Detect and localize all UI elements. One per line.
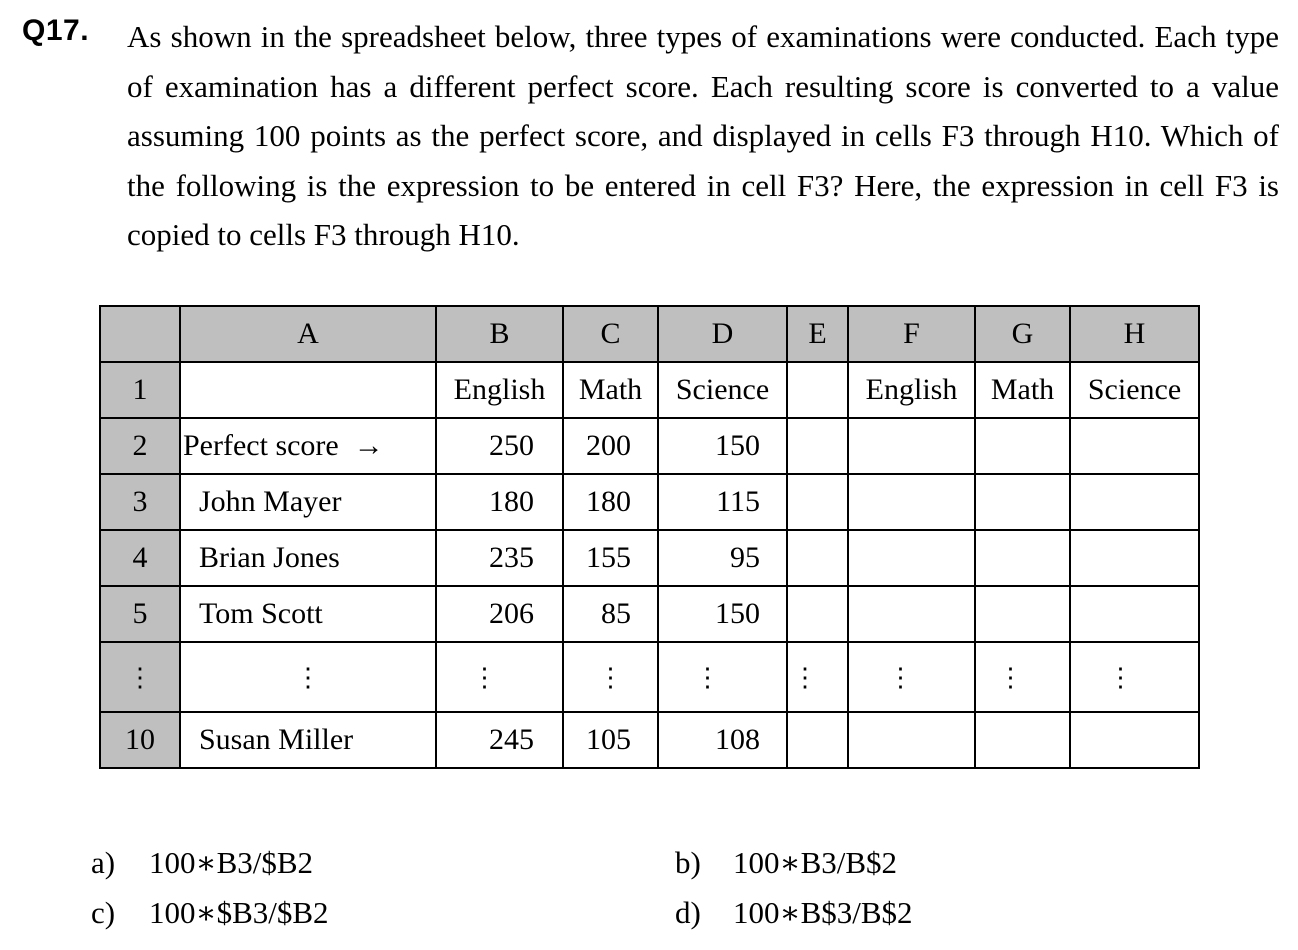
column-header-g: G (975, 306, 1070, 362)
cell-f4 (848, 530, 975, 586)
cell-h10 (1070, 712, 1199, 768)
vertical-ellipsis-icon: ⋮ (887, 663, 914, 692)
choice-expression: 100∗$B3/$B2 (149, 895, 329, 930)
cell-f1: English (848, 362, 975, 418)
cell-a4: Brian Jones (180, 530, 436, 586)
cell-c3: 180 (563, 474, 658, 530)
cell-f-ellipsis (848, 642, 975, 712)
cell-f5 (848, 586, 975, 642)
choice-label: a) (91, 845, 116, 880)
cell-e3 (787, 474, 848, 530)
cell-b-ellipsis (436, 642, 563, 712)
table-row (100, 474, 1199, 530)
cell-a5: Tom Scott (180, 586, 436, 642)
cell-b5: 206 (436, 586, 563, 642)
vertical-ellipsis-icon: ⋮ (127, 663, 153, 692)
vertical-ellipsis-icon: ⋮ (1107, 663, 1134, 692)
cell-g-ellipsis (975, 642, 1070, 712)
choice-a[interactable] (91, 847, 313, 878)
row-header: 3 (100, 474, 180, 530)
choice-label: c) (91, 895, 116, 930)
table-row (100, 418, 1199, 474)
cell-c10: 105 (563, 712, 658, 768)
vertical-ellipsis-icon: ⋮ (295, 663, 321, 692)
cell-d3: 115 (658, 474, 787, 530)
table-row (100, 586, 1199, 642)
cell-g10 (975, 712, 1070, 768)
table-row (100, 530, 1199, 586)
column-header-h: H (1070, 306, 1199, 362)
choice-expression: 100∗B$3/B$2 (733, 895, 913, 930)
cell-b2: 250 (436, 418, 563, 474)
corner-cell (100, 306, 180, 362)
column-header-f: F (848, 306, 975, 362)
cell-c5: 85 (563, 586, 658, 642)
cell-a10: Susan Miller (180, 712, 436, 768)
cell-c-ellipsis (563, 642, 658, 712)
cell-f10 (848, 712, 975, 768)
cell-d-ellipsis (658, 642, 787, 712)
column-header-a: A (180, 306, 436, 362)
table-row (100, 712, 1199, 768)
cell-g4 (975, 530, 1070, 586)
cell-f2 (848, 418, 975, 474)
cell-f3 (848, 474, 975, 530)
cell-e10 (787, 712, 848, 768)
cell-e4 (787, 530, 848, 586)
cell-c2: 200 (563, 418, 658, 474)
cell-b4: 235 (436, 530, 563, 586)
spreadsheet (99, 305, 1200, 769)
choice-expression: 100∗B3/B$2 (733, 845, 898, 880)
cell-b3: 180 (436, 474, 563, 530)
cell-b10: 245 (436, 712, 563, 768)
choice-expression: 100∗B3/$B2 (149, 845, 314, 880)
vertical-ellipsis-icon: ⋮ (792, 663, 818, 692)
column-header-d: D (658, 306, 787, 362)
vertical-ellipsis-icon: ⋮ (997, 663, 1024, 692)
vertical-ellipsis-icon: ⋮ (471, 663, 498, 692)
row-header-ellipsis (100, 642, 180, 712)
cell-a-ellipsis (180, 642, 436, 712)
cell-e2 (787, 418, 848, 474)
question-text: As shown in the spreadsheet below, three types of examinations were conducted. Each type of examination has a different perfect score. Each resulting score is converted to a value assuming 100 points as the perfect score, and displayed in cells F3 through H10. Which of the following is the expression to be entered in cell F3? Here, the expression in cell F3 is copied to cells F3 through H10. (127, 19, 1279, 252)
column-header-e: E (787, 306, 848, 362)
cell-b1: English (436, 362, 563, 418)
ellipsis-row (100, 642, 1199, 712)
cell-d4: 95 (658, 530, 787, 586)
cell-e1 (787, 362, 848, 418)
cell-c1: Math (563, 362, 658, 418)
row-header: 5 (100, 586, 180, 642)
cell-e5 (787, 586, 848, 642)
choice-b[interactable] (675, 847, 897, 878)
cell-h4 (1070, 530, 1199, 586)
row-header: 2 (100, 418, 180, 474)
vertical-ellipsis-icon: ⋮ (694, 663, 721, 692)
cell-h5 (1070, 586, 1199, 642)
column-header-row (100, 306, 1199, 362)
cell-h-ellipsis (1070, 642, 1199, 712)
cell-a2: Perfect score → (180, 418, 436, 474)
cell-h2 (1070, 418, 1199, 474)
question-number: Q17. (22, 14, 90, 47)
cell-d5: 150 (658, 586, 787, 642)
row-header: 4 (100, 530, 180, 586)
cell-a3: John Mayer (180, 474, 436, 530)
vertical-ellipsis-icon: ⋮ (597, 663, 624, 692)
cell-d1: Science (658, 362, 787, 418)
cell-g3 (975, 474, 1070, 530)
column-header-b: B (436, 306, 563, 362)
choice-label: d) (675, 895, 701, 930)
cell-g5 (975, 586, 1070, 642)
cell-g2 (975, 418, 1070, 474)
cell-a1 (180, 362, 436, 418)
row-header: 10 (100, 712, 180, 768)
cell-d2: 150 (658, 418, 787, 474)
choice-label: b) (675, 845, 701, 880)
row-header: 1 (100, 362, 180, 418)
cell-c4: 155 (563, 530, 658, 586)
cell-h1: Science (1070, 362, 1199, 418)
cell-d10: 108 (658, 712, 787, 768)
column-header-c: C (563, 306, 658, 362)
cell-g1: Math (975, 362, 1070, 418)
cell-e-ellipsis (787, 642, 848, 712)
cell-h3 (1070, 474, 1199, 530)
choice-d[interactable] (675, 897, 913, 928)
table-row (100, 362, 1199, 418)
choice-c[interactable] (91, 897, 329, 928)
